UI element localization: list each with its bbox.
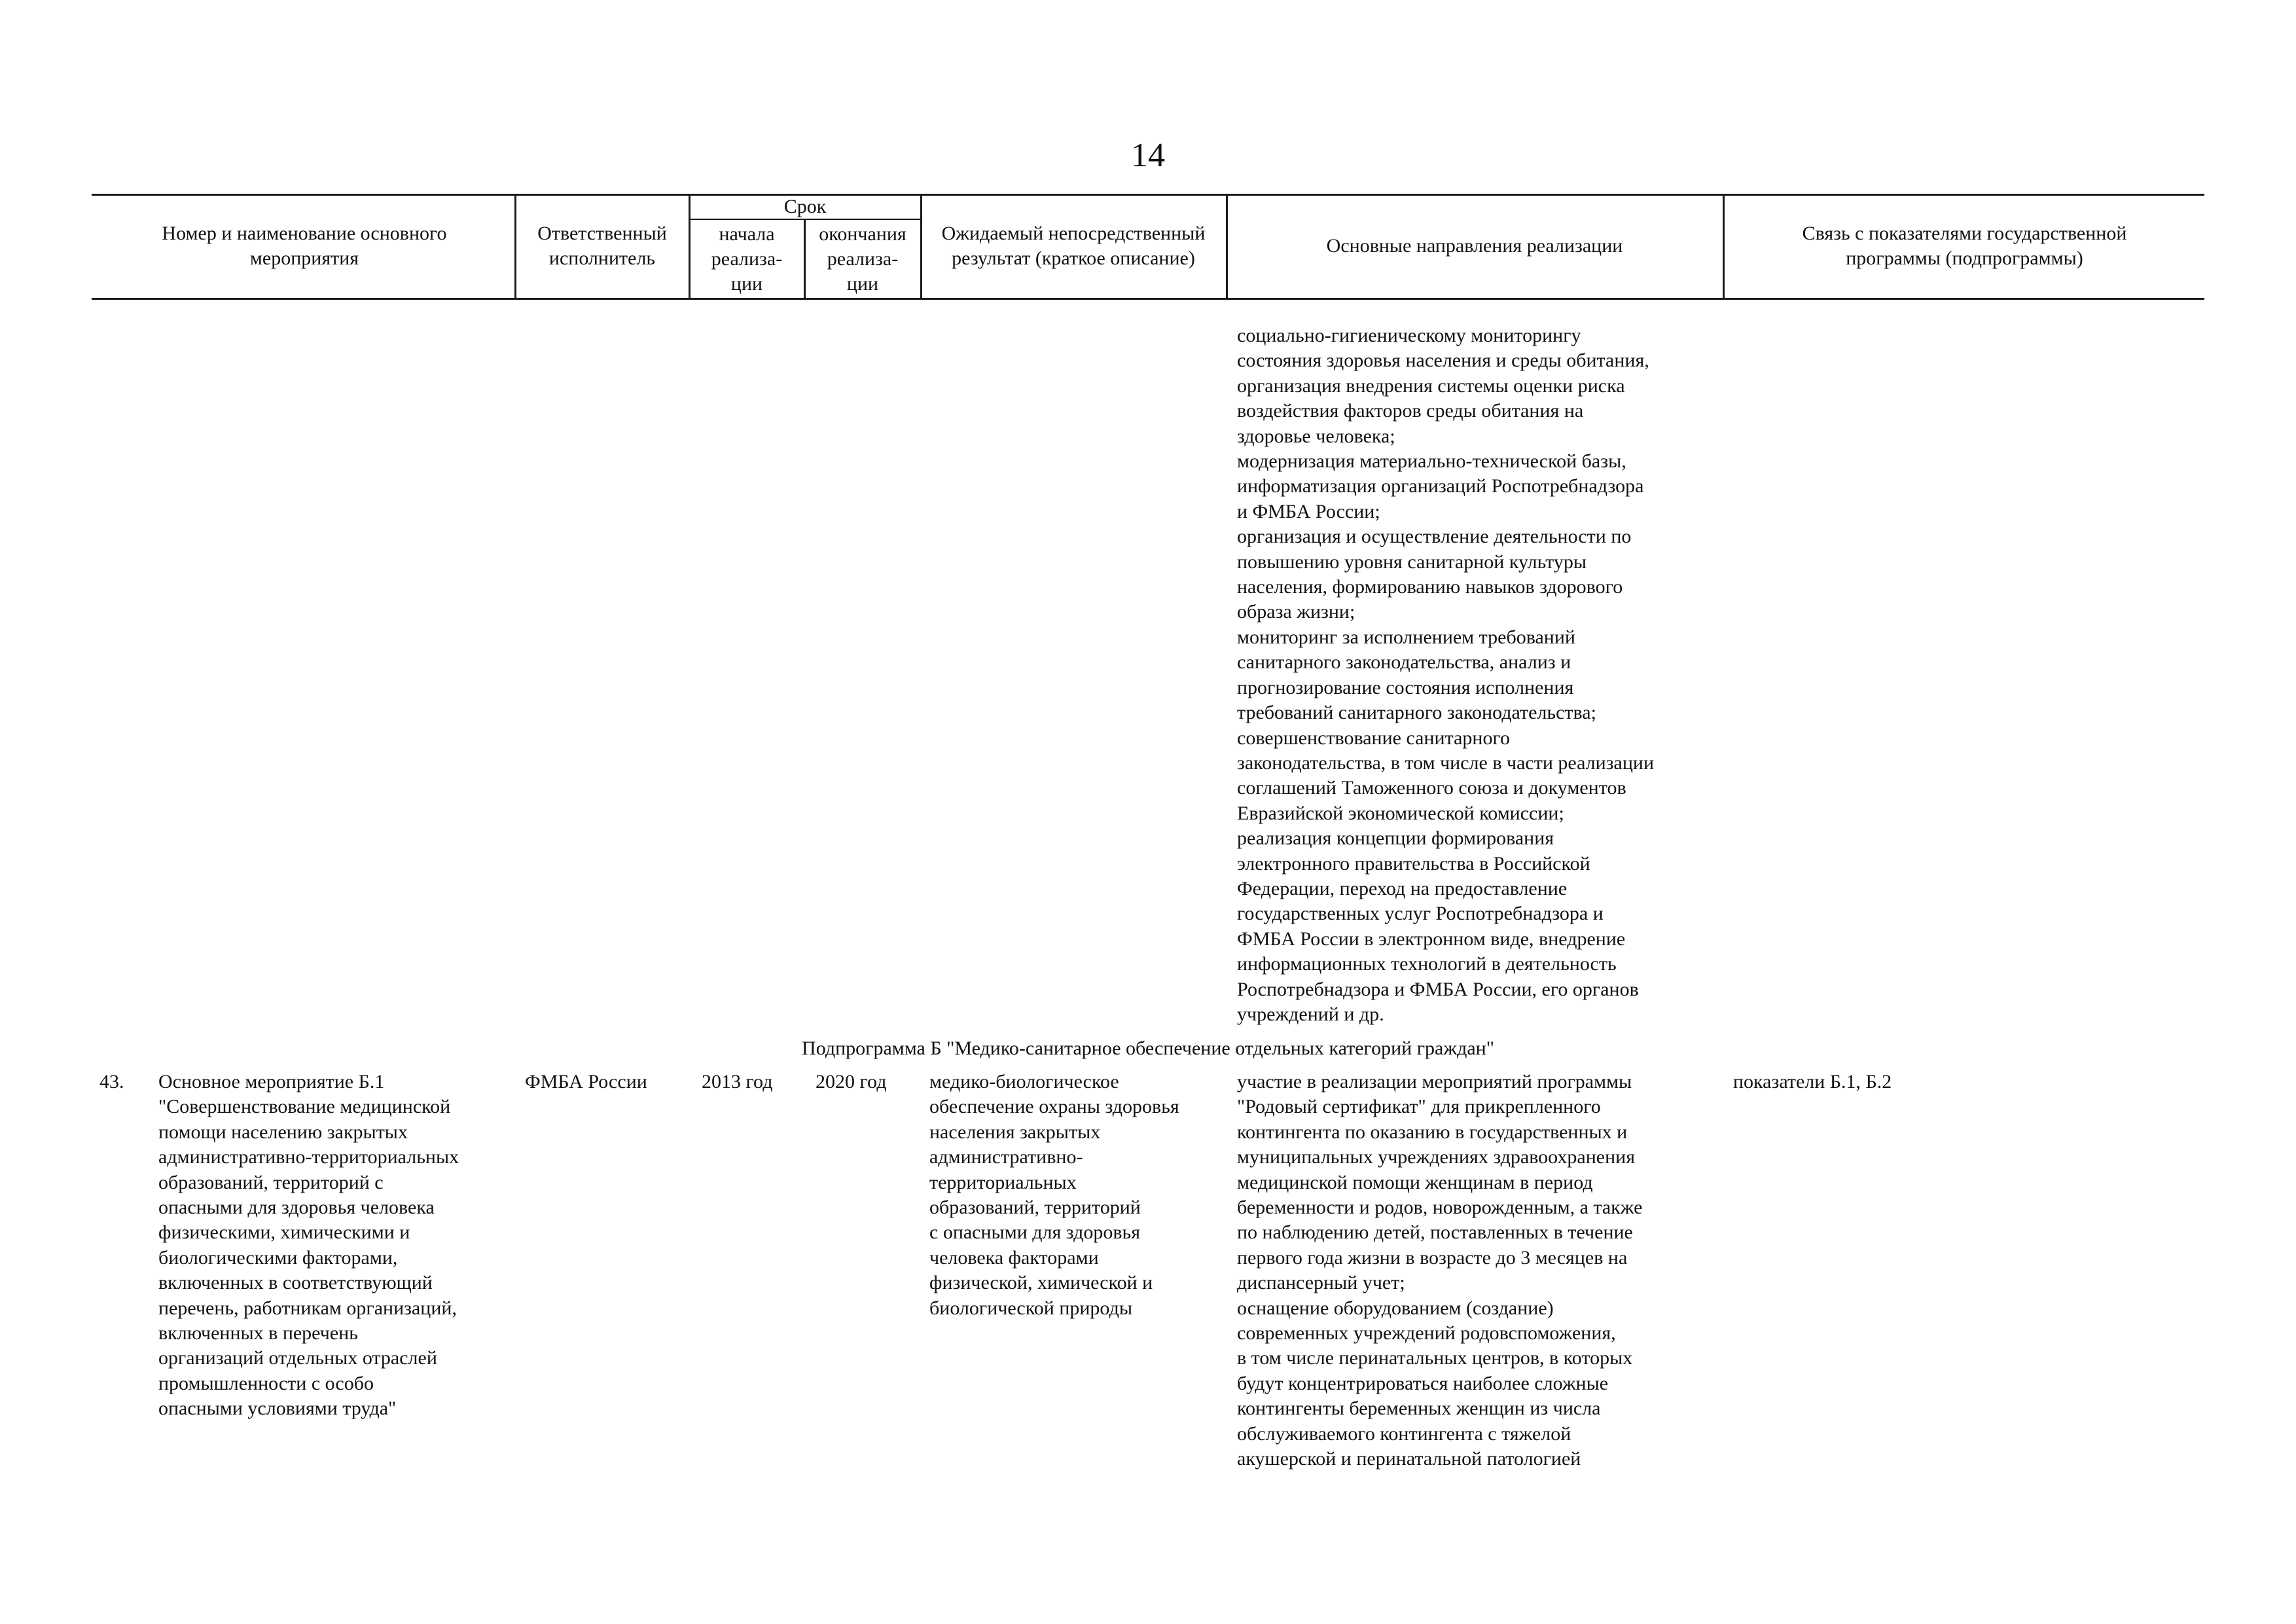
header-col-result: Ожидаемый непосредственный результат (краткое описание) (941, 223, 1206, 269)
header-bottom-rule (92, 298, 2204, 300)
row-result: медико-биологическое обеспечение охраны здоровья населения закрытых административно- территориальных образований, территорий с опасными для здоровья человека факторами физической, химической и биологической природы (929, 1071, 1179, 1319)
header-col-executor: Ответственный исполнитель (537, 223, 667, 269)
row-end: 2020 год (816, 1071, 887, 1092)
row-executor: ФМБА России (525, 1071, 647, 1092)
row-name: Основное мероприятие Б.1 "Совершенствование медицинской помощи населению закрытых административно-территориальных образований, территорий с опасными для здоровья человека физическими, химическими и биологическими факторами, включенных в соответствующий перечень, работникам организаций, включенных в перечень организаций отдельных отраслей промышленности с особо опасными условиями труда" (158, 1071, 459, 1420)
subprogram-title: Подпрограмма Б "Медико-санитарное обеспечение отдельных категорий граждан" (802, 1038, 1494, 1059)
row-number: 43. (99, 1071, 124, 1092)
continuation-directions: социально-гигиеническому мониторингу состояния здоровья населения и среды обитания, организация внедрения системы оценки риска воздействия факторов среды обитания на здоровье человека; модернизация материально-технической базы, информатизация организаций Роспотребнадзора и ФМБА России; организация и осуществление деятельности по повышению уровня санитарной культуры населения, формированию навыков здорового образа жизни; мониторинг за исполнением требований санитарного законодательства, анализ и прогнозирование состояния исполнения требований санитарного законодательства; совершенствование санитарного законодательства, в том числе в части реализации соглашений Таможенного союза и документов Евразийской экономической комиссии; реализация концепции формирования электронного правительства в Российской Федерации, переход на предоставление государственных услуг Роспотребнадзора и ФМБА России в электронном виде, внедрение информационных технологий в деятельность Роспотребнадзора и ФМБА России, его органов учреждений и др. (1237, 325, 1655, 1025)
header-col-directions: Основные направления реализации (1326, 235, 1623, 257)
header-col-start: начала реализа-ции (711, 223, 783, 295)
row-link: показатели Б.1, Б.2 (1733, 1071, 1892, 1092)
header-divider (514, 194, 516, 298)
page-number: 14 (1131, 137, 1165, 174)
header-col-end: окончания реализа-ции (819, 223, 906, 295)
header-col-term: Срок (783, 196, 827, 217)
header-col-name: Номер и наименование основного мероприятия (162, 223, 447, 269)
row-directions: участие в реализации мероприятий программы "Родовый сертификат" для прикрепленного контингента по оказанию в государственных и муниципальных учреждениях здравоохранения медицинской помощи женщинам в период беременности и родов, новорожденным, а также по наблюдению детей, поставленных в течение первого года жизни в возрасте до 3 месяцев на диспансерный учет; оснащение оборудованием (создание) современных учреждений родовспоможения, в том числе перинатальных центров, в которых будут концентрироваться наиболее сложные контингенты беременных женщин из числа обслуживаемого контингента с тяжелой акушерской и перинатальной патологией (1237, 1071, 1643, 1470)
header-col-link: Связь с показателями государственной программы (подпрограммы) (1802, 223, 2127, 269)
row-start: 2013 год (702, 1071, 773, 1092)
